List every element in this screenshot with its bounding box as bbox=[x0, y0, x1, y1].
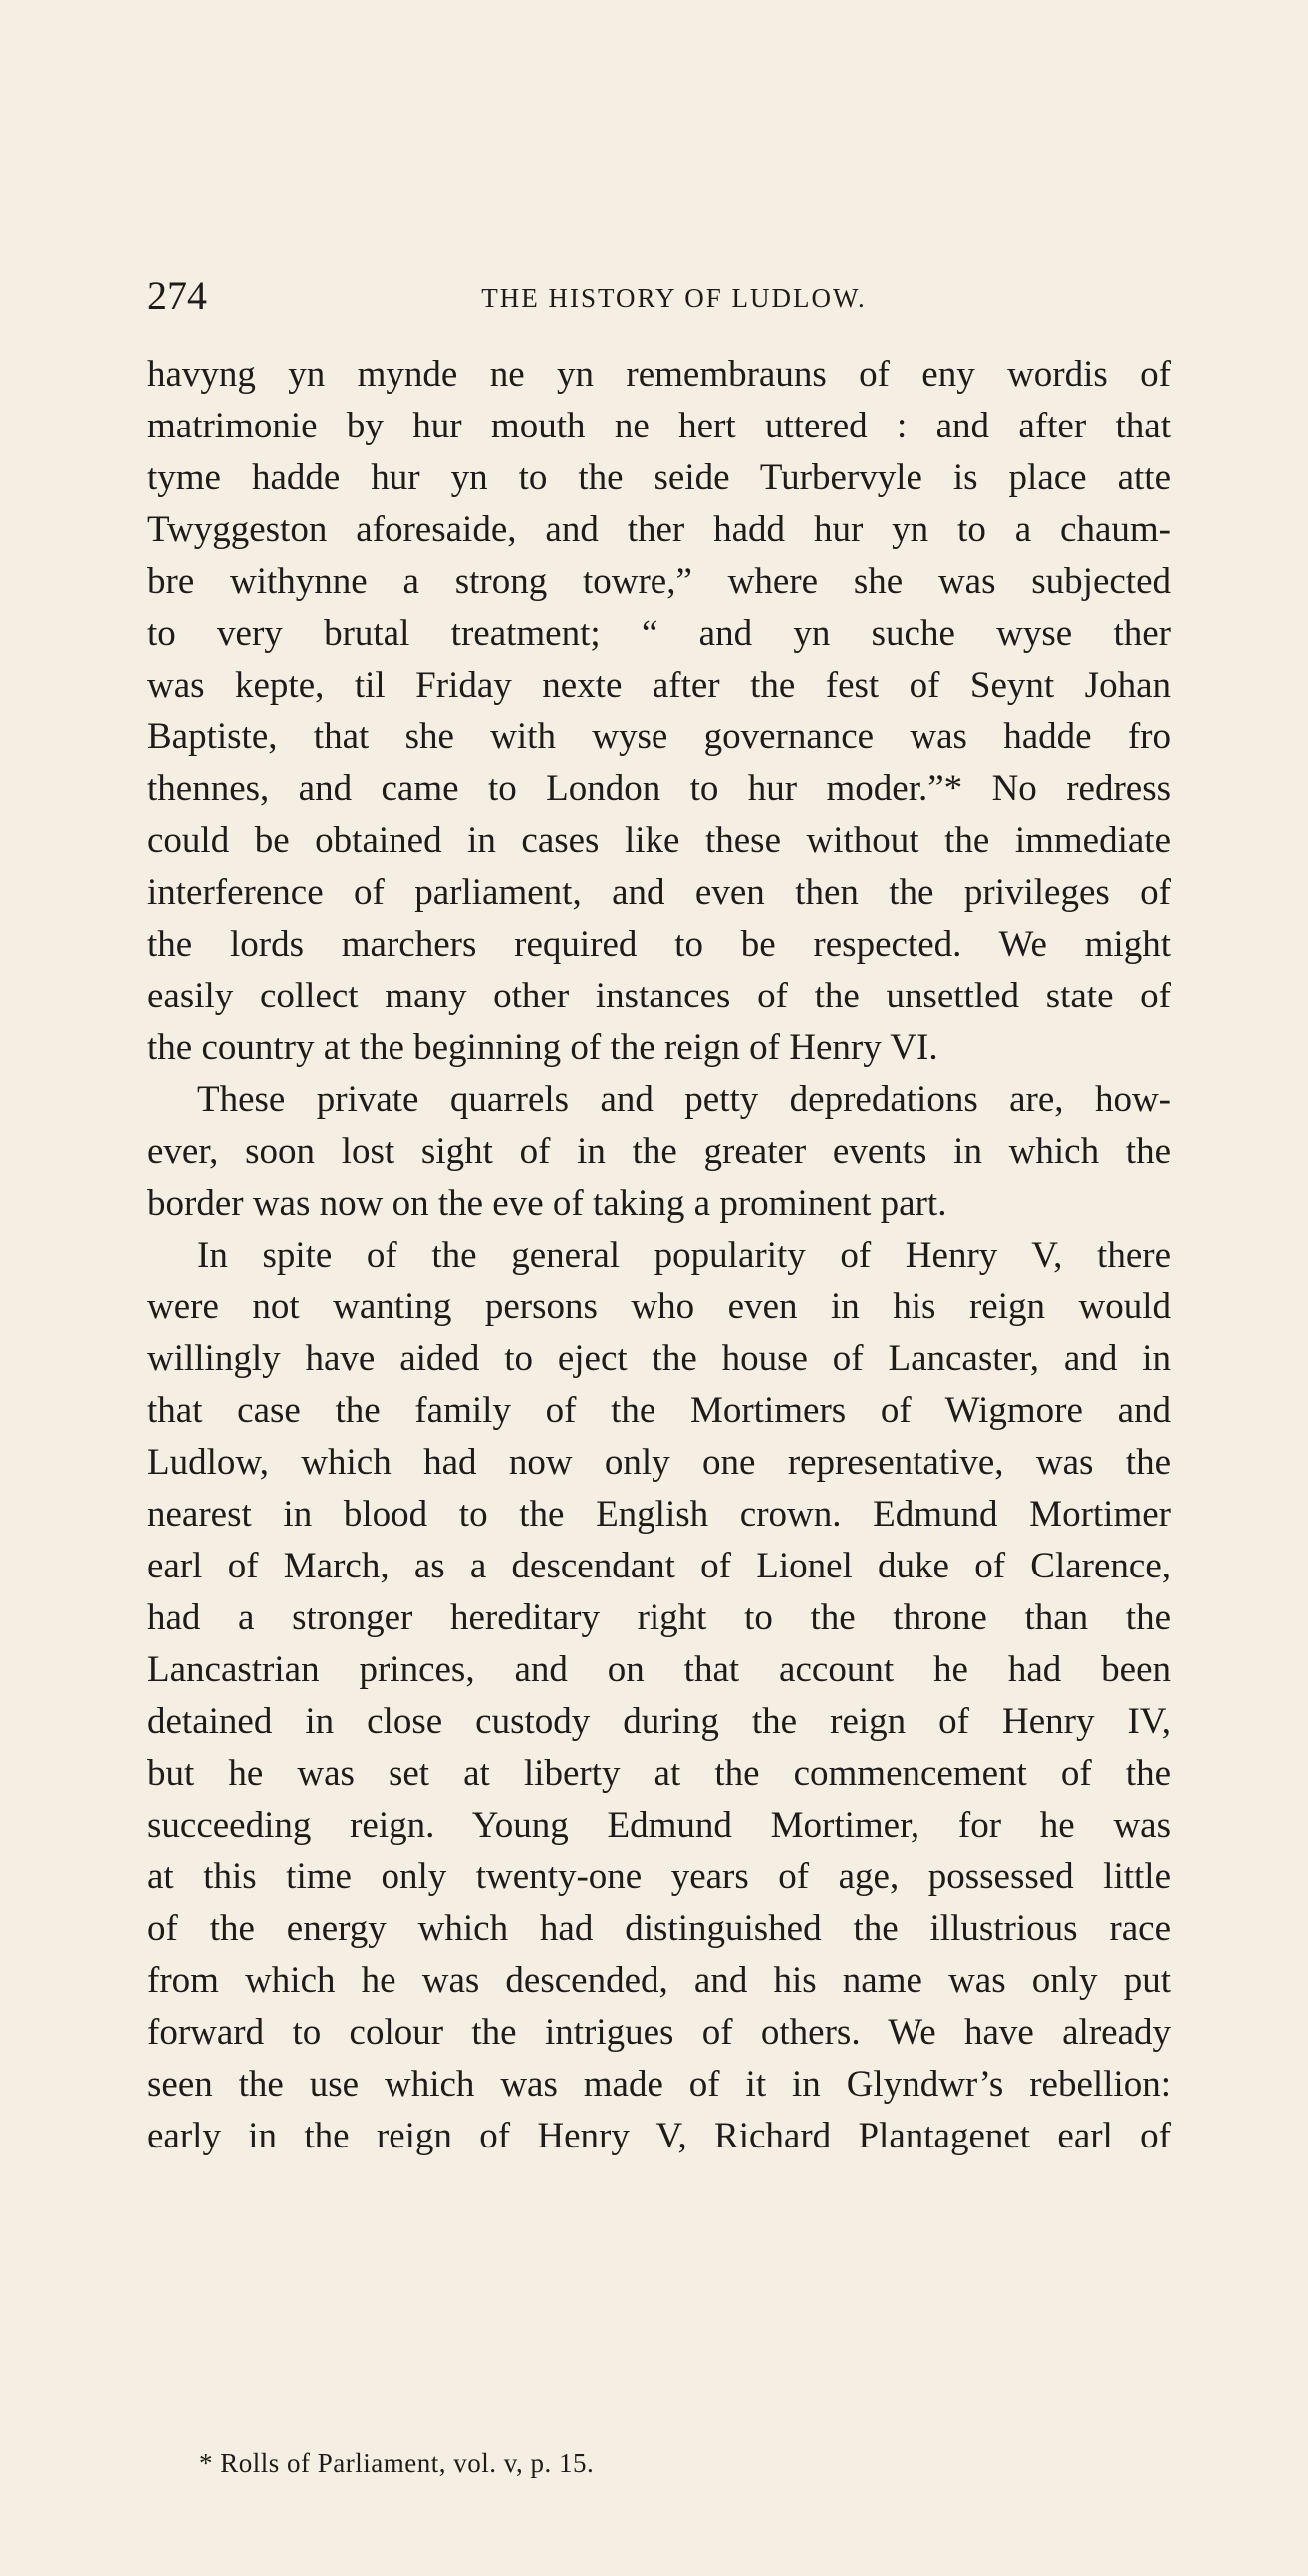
text-line: of the energy which had distinguished the illustrious race bbox=[147, 1908, 1171, 1949]
text-line: succeeding reign. Young Edmund Mortimer, for he was bbox=[147, 1805, 1171, 1846]
text-line: at this time only twenty-one years of age, possessed little bbox=[147, 1857, 1171, 1897]
text-line: bre withynne a strong towre,” where she was subjected bbox=[147, 561, 1171, 602]
text-line: Baptiste, that she with wyse governance was hadde fro bbox=[147, 716, 1171, 757]
text-line: willingly have aided to eject the house of Lancaster, and in bbox=[147, 1338, 1171, 1379]
page-number: 274 bbox=[147, 273, 207, 318]
text-line: earl of March, as a descendant of Lionel duke of Clarence, bbox=[147, 1546, 1171, 1586]
text-line: Ludlow, which had now only one representative, was the bbox=[147, 1442, 1171, 1483]
footnote: * Rolls of Parliament, vol. v, p. 15. bbox=[199, 2448, 595, 2478]
text-line: that case the family of the Mortimers of Wigmore and bbox=[147, 1390, 1171, 1431]
text-line: havyng yn mynde ne yn remembrauns of eny wordis of bbox=[147, 354, 1171, 395]
text-line: were not wanting persons who even in his reign would bbox=[147, 1287, 1171, 1327]
text-line: thennes, and came to London to hur moder.”* No redress bbox=[147, 768, 1171, 809]
running-head bbox=[147, 271, 1171, 321]
body-text bbox=[147, 349, 1171, 2162]
running-title: THE HISTORY OF LUDLOW. bbox=[481, 283, 867, 313]
text-line: ever, soon lost sight of in the greater events in which the bbox=[147, 1131, 1171, 1172]
text-line: forward to colour the intrigues of others. We have already bbox=[147, 2012, 1171, 2053]
text-line: Twyggeston aforesaide, and ther hadd hur yn to a chaum- bbox=[147, 509, 1171, 550]
text-line: In spite of the general popularity of Henry V, there bbox=[197, 1235, 1171, 1276]
text-line: was kepte, til Friday nexte after the fest of Seynt Johan bbox=[147, 665, 1171, 706]
text-line: the lords marchers required to be respected. We might bbox=[147, 924, 1171, 965]
text-line: but he was set at liberty at the commencement of the bbox=[147, 1753, 1171, 1794]
text-line: the country at the beginning of the reign of Henry VI. bbox=[147, 1027, 938, 1068]
text-line: nearest in blood to the English crown. Edmund Mortimer bbox=[147, 1494, 1171, 1535]
text-line: interference of parliament, and even then the privileges of bbox=[147, 872, 1171, 913]
text-line: seen the use which was made of it in Glyndwr’s rebellion: bbox=[147, 2064, 1171, 2105]
text-line: border was now on the eve of taking a prominent part. bbox=[147, 1183, 947, 1224]
text-line: to very brutal treatment; “ and yn suche wyse ther bbox=[147, 613, 1171, 654]
text-line: detained in close custody during the reign of Henry IV, bbox=[147, 1701, 1171, 1742]
text-line: tyme hadde hur yn to the seide Turbervyle is place atte bbox=[147, 457, 1171, 498]
text-line: Lancastrian princes, and on that account he had been bbox=[147, 1649, 1171, 1690]
text-line: could be obtained in cases like these without the immediate bbox=[147, 820, 1171, 861]
text-line: had a stronger hereditary right to the throne than the bbox=[147, 1597, 1171, 1638]
text-line: early in the reign of Henry V, Richard Plantagenet earl of bbox=[147, 2116, 1171, 2156]
text-line: matrimonie by hur mouth ne hert uttered : and after that bbox=[147, 406, 1171, 446]
text-line: easily collect many other instances of the unsettled state of bbox=[147, 976, 1171, 1016]
text-line: These private quarrels and petty depredations are, how- bbox=[197, 1079, 1171, 1120]
text-line: from which he was descended, and his name was only put bbox=[147, 1960, 1171, 2001]
